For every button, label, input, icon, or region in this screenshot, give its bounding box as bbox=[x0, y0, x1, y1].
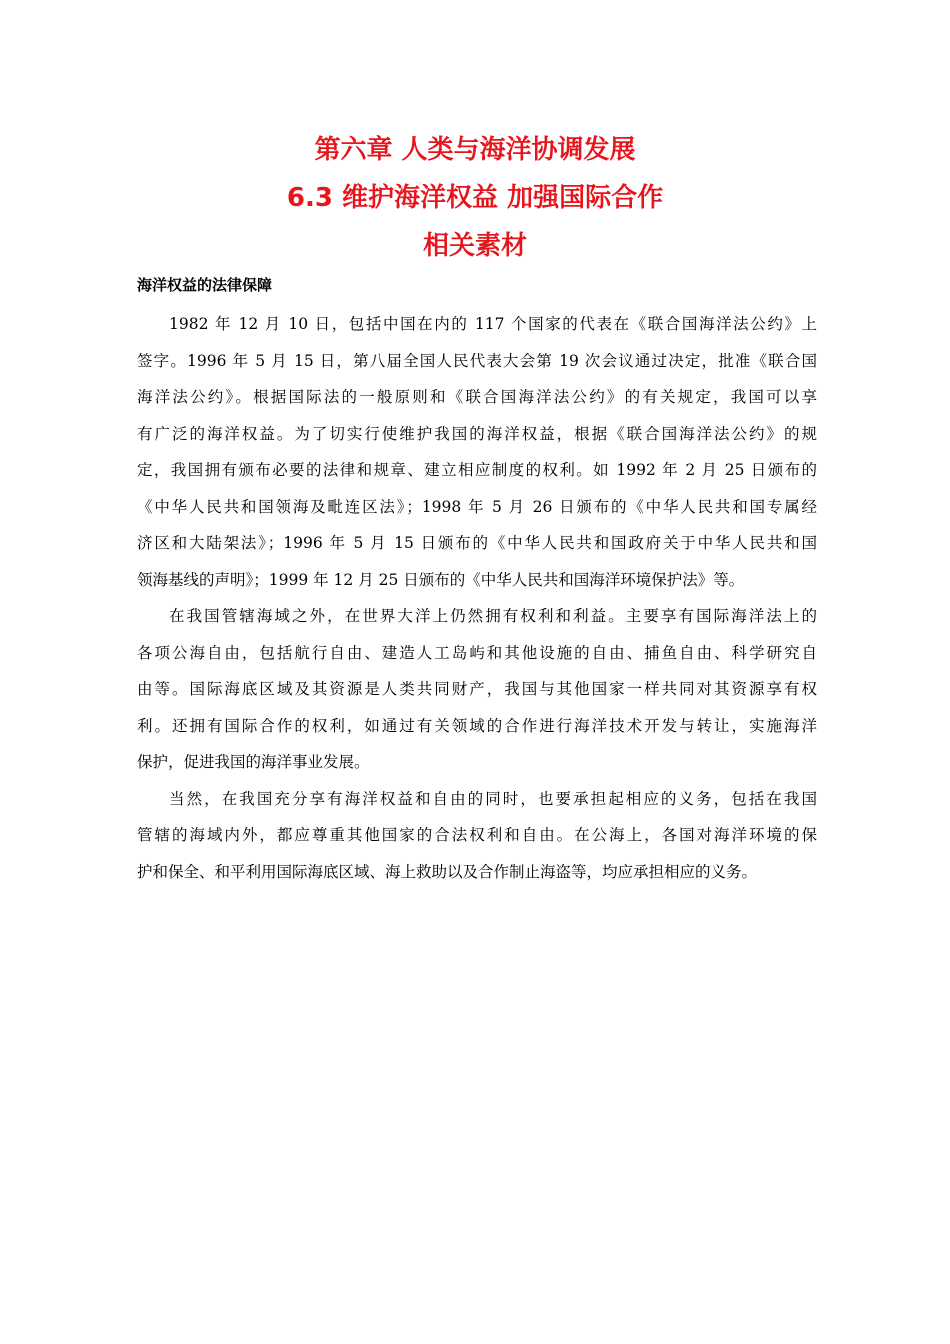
chapter-title: 第六章 人类与海洋协调发展 bbox=[314, 135, 636, 165]
paragraph-line: 当然，在我国充分享有海洋权益和自由的同时，也要承担起相应的义务，包括在我国 bbox=[169, 789, 817, 808]
paragraph-line: 管辖的海域内外，都应尊重其他国家的合法权利和自由。在公海上，各国对海洋环境的保 bbox=[137, 826, 817, 844]
paragraph-line: 护和保全、和平利用国际海底区域、海上救助以及合作制止海盗等，均应承担相应的义务。 bbox=[137, 862, 758, 881]
paragraph-3 bbox=[137, 781, 817, 891]
paragraph-line: 海洋法公约》。根据国际法的一般原则和《联合国海洋法公约》的有关规定，我国可以享 bbox=[137, 388, 817, 406]
paragraph-2 bbox=[137, 598, 817, 781]
paragraph-line: 有广泛的海洋权益。为了切实行使维护我国的海洋权益，根据《联合国海洋法公约》的规 bbox=[137, 424, 817, 443]
paragraph-1 bbox=[137, 306, 817, 598]
subtitle: 相关素材 bbox=[422, 231, 527, 261]
paragraph-line: 济区和大陆架法》；1996 年 5 月 15 日颁布的《中华人民共和国政府关于中华人民共和国 bbox=[137, 534, 817, 552]
paragraph-line: 《中华人民共和国领海及毗连区法》；1998 年 5 月 26 日颁布的《中华人民共和国专属经 bbox=[137, 497, 817, 516]
paragraph-line: 1982 年 12 月 10 日，包括中国在内的 117 个国家的代表在《联合国海洋法公约》上 bbox=[169, 315, 817, 333]
body-text bbox=[137, 306, 817, 890]
paragraph-line: 利。还拥有国际合作的权利，如通过有关领域的合作进行海洋技术开发与转让，实施海洋 bbox=[137, 716, 817, 735]
paragraph-line: 在我国管辖海域之外，在世界大洋上仍然拥有权利和利益。主要享有国际海洋法上的 bbox=[169, 607, 817, 625]
paragraph-line: 由等。国际海底区域及其资源是人类共同财产，我国与其他国家一样共同对其资源享有权 bbox=[137, 680, 817, 698]
paragraph-line: 各项公海自由，包括航行自由、建造人工岛屿和其他设施的自由、捕鱼自由、科学研究自 bbox=[137, 643, 817, 662]
paragraph-line: 领海基线的声明》；1999 年 12 月 25 日颁布的《中华人民共和国海洋环境保护法》等。 bbox=[137, 570, 745, 589]
section-heading: 海洋权益的法律保障 bbox=[137, 276, 273, 294]
section-title: 6.3 维护海洋权益 加强国际合作 bbox=[286, 183, 664, 213]
paragraph-line: 定，我国拥有颁布必要的法律和规章、建立相应制度的权利。如 1992 年 2 月 25 日颁布的 bbox=[137, 461, 817, 479]
title-block bbox=[0, 126, 950, 270]
paragraph-line: 保护，促进我国的海洋事业发展。 bbox=[137, 753, 370, 771]
paragraph-line: 签字。1996 年 5 月 15 日，第八届全国人民代表大会第 19 次会议通过决定，批准《联合国 bbox=[137, 351, 817, 370]
